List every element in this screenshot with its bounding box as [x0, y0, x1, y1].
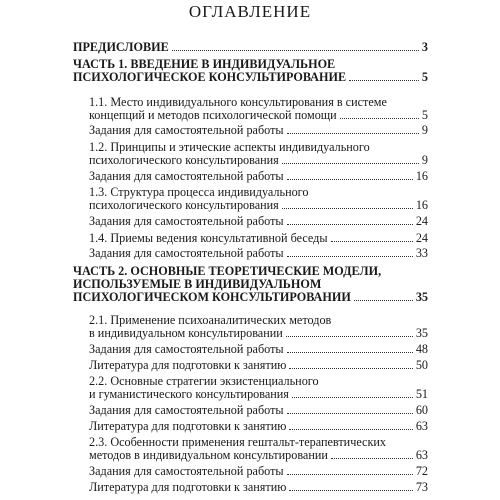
toc-entry-tasks — [89, 404, 428, 417]
toc-page-number: 16 — [415, 198, 428, 212]
toc-entry-text: психологического консультирования — [89, 153, 279, 167]
toc-page-number: 63 — [415, 419, 428, 433]
toc-page-number: 48 — [415, 342, 428, 356]
dot-leader — [331, 458, 413, 459]
dot-leader — [287, 352, 413, 353]
toc-entry-part-2 — [73, 265, 428, 304]
toc-page-number: 63 — [415, 448, 428, 462]
toc-entry-tasks — [89, 170, 428, 183]
dot-leader — [282, 208, 413, 209]
toc-entry-text: 2.3. Особенности применения гештальт-терапевтических — [89, 435, 386, 449]
toc-page-number: 51 — [415, 387, 428, 401]
toc-entry-tasks — [89, 124, 428, 137]
toc-entry-text: ПРЕДИСЛОВИЕ — [73, 40, 169, 54]
toc-entry-1-3 — [89, 186, 428, 212]
toc-entry-tasks — [89, 343, 428, 356]
toc-entry-text: Задания для самостоятельной работы — [89, 123, 284, 137]
dot-leader — [287, 413, 413, 414]
toc-entry-text: Задания для самостоятельной работы — [89, 342, 284, 356]
toc-page-number: 24 — [415, 231, 428, 245]
page-title: ОГЛАВЛЕНИЕ — [188, 2, 312, 21]
toc-entry-text: Литература для подготовки к занятию — [89, 358, 287, 372]
toc-entry-text: ПСИХОЛОГИЧЕСКОЕ КОНСУЛЬТИРОВАНИЕ — [73, 70, 347, 84]
toc-entry-text: Задания для самостоятельной работы — [89, 169, 284, 183]
dot-leader — [289, 490, 412, 491]
toc-entry-text: Задания для самостоятельной работы — [89, 403, 284, 417]
toc-entry-1-4 — [89, 232, 428, 245]
dot-leader — [172, 50, 419, 51]
toc-page-number: 9 — [421, 123, 428, 137]
toc-page-number: 24 — [415, 214, 428, 228]
toc-entry-1-1 — [89, 96, 428, 122]
toc-entry-text: и гуманистического консультирования — [89, 387, 289, 401]
toc-entry-text: ИСПОЛЬЗУЕМЫЕ В ИНДИВИДУАЛЬНОМ — [73, 277, 322, 291]
toc-entry-text: ПСИХОЛОГИЧЕСКОМ КОНСУЛЬТИРОВАНИИ — [73, 290, 351, 304]
toc-page-number: 73 — [415, 480, 428, 494]
toc-entry-text: Литература для подготовки к занятию — [89, 419, 287, 433]
dot-leader — [331, 241, 413, 242]
dot-leader — [282, 163, 419, 164]
toc-entry-tasks — [89, 247, 428, 260]
toc-entry-text: Задания для самостоятельной работы — [89, 214, 284, 228]
toc-page-number: 9 — [421, 153, 428, 167]
toc-entry-2-3 — [89, 436, 428, 462]
toc-entry-literature — [89, 420, 428, 433]
toc-entry-text: концепций и методов психологической помощи — [89, 108, 337, 122]
dot-leader — [289, 429, 412, 430]
dot-leader — [287, 474, 413, 475]
toc-entry-text: 2.2. Основные стратегии экзистенциального — [89, 374, 319, 388]
toc-entry-text: 1.1. Место индивидуального консультирования в системе — [89, 95, 387, 109]
toc-page-number: 50 — [415, 358, 428, 372]
toc-page-number: 5 — [421, 108, 428, 122]
dot-leader — [289, 368, 412, 369]
toc-page-number: 16 — [415, 169, 428, 183]
toc-entry-2-2 — [89, 375, 428, 401]
toc-page-number: 72 — [415, 464, 428, 478]
toc-entry-text: Задания для самостоятельной работы — [89, 246, 284, 260]
toc-entry-text: методов в индивидуальном консультировании — [89, 448, 328, 462]
toc-page-number: 60 — [415, 403, 428, 417]
toc-entry-preface — [73, 41, 428, 54]
toc-page-number: 33 — [415, 246, 428, 260]
dot-leader — [287, 256, 413, 257]
toc-entry-text: 2.1. Применение психоаналитических методов — [89, 313, 332, 327]
toc-entry-text: в индивидуальном консультировании — [89, 326, 283, 340]
dot-leader — [286, 336, 413, 337]
toc-entry-tasks — [89, 215, 428, 228]
toc-entry-text: ЧАСТЬ 1. ВВЕДЕНИЕ В ИНДИВИДУАЛЬНОЕ — [73, 57, 336, 71]
toc-page-number: 3 — [421, 40, 428, 54]
toc-entry-literature — [89, 481, 428, 494]
dot-leader — [287, 133, 419, 134]
toc-entry-part-1 — [73, 58, 428, 84]
toc-entry-text: психологического консультирования — [89, 198, 279, 212]
toc-page-number: 5 — [421, 70, 428, 84]
toc-entry-tasks — [89, 465, 428, 478]
toc-page-number: 35 — [415, 326, 428, 340]
dot-leader — [287, 179, 413, 180]
toc-entry-literature — [89, 359, 428, 372]
dot-leader — [354, 300, 413, 301]
toc-entry-text: ЧАСТЬ 2. ОСНОВНЫЕ ТЕОРЕТИЧЕСКИЕ МОДЕЛИ, — [73, 264, 382, 278]
toc-entry-text: 1.2. Принципы и этические аспекты индивидуального — [89, 140, 370, 154]
toc-entry-2-1 — [89, 314, 428, 340]
toc-entry-text: Литература для подготовки к занятию — [89, 480, 287, 494]
toc-entry-1-2 — [89, 141, 428, 167]
dot-leader — [287, 224, 413, 225]
toc-entry-text: 1.3. Структура процесса индивидуального — [89, 185, 309, 199]
toc-entry-text: 1.4. Приемы ведения консультативной беседы — [89, 231, 328, 245]
toc-page-number: 35 — [415, 290, 428, 304]
toc-entry-text: Задания для самостоятельной работы — [89, 464, 284, 478]
dot-leader — [340, 118, 419, 119]
dot-leader — [292, 397, 413, 398]
dot-leader — [349, 80, 419, 81]
